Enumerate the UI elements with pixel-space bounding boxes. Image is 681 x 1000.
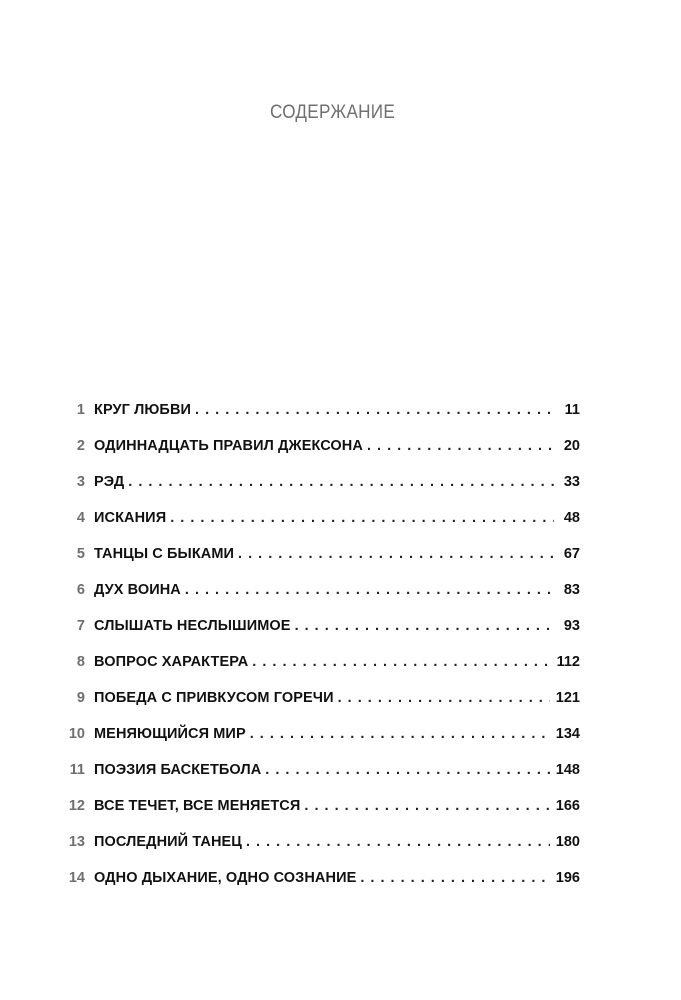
toc-entry: [60, 618, 580, 654]
chapter-number: 11: [69, 762, 85, 778]
page-number: 93: [563, 618, 580, 634]
page-number: 11: [564, 402, 580, 418]
dot-leader: [246, 834, 550, 850]
toc-entry: [60, 726, 580, 762]
page-title: СОДЕРЖАНИЕ: [269, 102, 396, 123]
page-number: 180: [555, 834, 580, 850]
toc-entry: [60, 798, 580, 834]
page-number: 166: [555, 798, 580, 814]
page-number: 33: [563, 474, 580, 490]
toc-entry: [60, 438, 580, 474]
dot-leader: [250, 726, 550, 742]
chapter-title: ТАНЦЫ С БЫКАМИ: [94, 546, 235, 562]
chapter-title: ИСКАНИЯ: [94, 510, 167, 526]
chapter-title: ПОСЛЕДНИЙ ТАНЕЦ: [94, 834, 242, 850]
chapter-number: 1: [76, 402, 85, 418]
chapter-title: СЛЫШАТЬ НЕСЛЫШИМОЕ: [94, 618, 291, 634]
dot-leader: [252, 654, 550, 670]
dot-leader: [128, 474, 554, 490]
chapter-title: ПОЭЗИЯ БАСКЕТБОЛА: [94, 762, 262, 778]
page-number: 148: [555, 762, 580, 778]
table-of-contents: [60, 402, 580, 906]
page-number: 121: [555, 690, 580, 706]
dot-leader: [265, 762, 550, 778]
toc-entry: [60, 654, 580, 690]
dot-leader: [367, 438, 554, 454]
chapter-title: ОДНО ДЫХАНИЕ, ОДНО СОЗНАНИЕ: [94, 870, 357, 886]
chapter-number: 6: [76, 582, 85, 598]
page-number: 67: [563, 546, 580, 562]
chapter-title: ВСЕ ТЕЧЕТ, ВСЕ МЕНЯЕТСЯ: [94, 798, 301, 814]
toc-entry: [60, 510, 580, 546]
dot-leader: [185, 582, 554, 598]
dot-leader: [195, 402, 554, 418]
dot-leader: [295, 618, 554, 634]
chapter-number: 12: [68, 798, 85, 814]
toc-entry: [60, 690, 580, 726]
chapter-title: ОДИННАДЦАТЬ ПРАВИЛ ДЖЕКСОНА: [94, 438, 363, 454]
toc-entry: [60, 546, 580, 582]
page-number: 48: [563, 510, 580, 526]
dot-leader: [238, 546, 554, 562]
chapter-number: 2: [76, 438, 85, 454]
chapter-number: 8: [76, 654, 85, 670]
chapter-title: КРУГ ЛЮБВИ: [94, 402, 192, 418]
toc-entry: [60, 582, 580, 618]
chapter-title: ПОБЕДА С ПРИВКУСОМ ГОРЕЧИ: [94, 690, 334, 706]
chapter-number: 7: [76, 618, 85, 634]
chapter-number: 9: [76, 690, 85, 706]
toc-entry: [60, 834, 580, 870]
chapter-number: 13: [68, 834, 85, 850]
chapter-title: МЕНЯЮЩИЙСЯ МИР: [94, 726, 246, 742]
toc-entry: [60, 474, 580, 510]
toc-entry: [60, 762, 580, 798]
chapter-title: РЭД: [94, 474, 125, 490]
chapter-number: 10: [68, 726, 85, 742]
chapter-number: 4: [76, 510, 85, 526]
chapter-number: 5: [76, 546, 85, 562]
dot-leader: [338, 690, 550, 706]
chapter-title: ДУХ ВОИНА: [94, 582, 181, 598]
page-number: 83: [563, 582, 580, 598]
dot-leader: [360, 870, 549, 886]
chapter-title: ВОПРОС ХАРАКТЕРА: [94, 654, 249, 670]
page-number: 196: [555, 870, 580, 886]
chapter-number: 14: [68, 870, 85, 886]
page-number: 112: [556, 654, 580, 670]
chapter-number: 3: [76, 474, 85, 490]
toc-entry: [60, 870, 580, 906]
page-number: 20: [563, 438, 580, 454]
dot-leader: [170, 510, 554, 526]
toc-entry: [60, 402, 580, 438]
page-number: 134: [555, 726, 580, 742]
dot-leader: [304, 798, 549, 814]
